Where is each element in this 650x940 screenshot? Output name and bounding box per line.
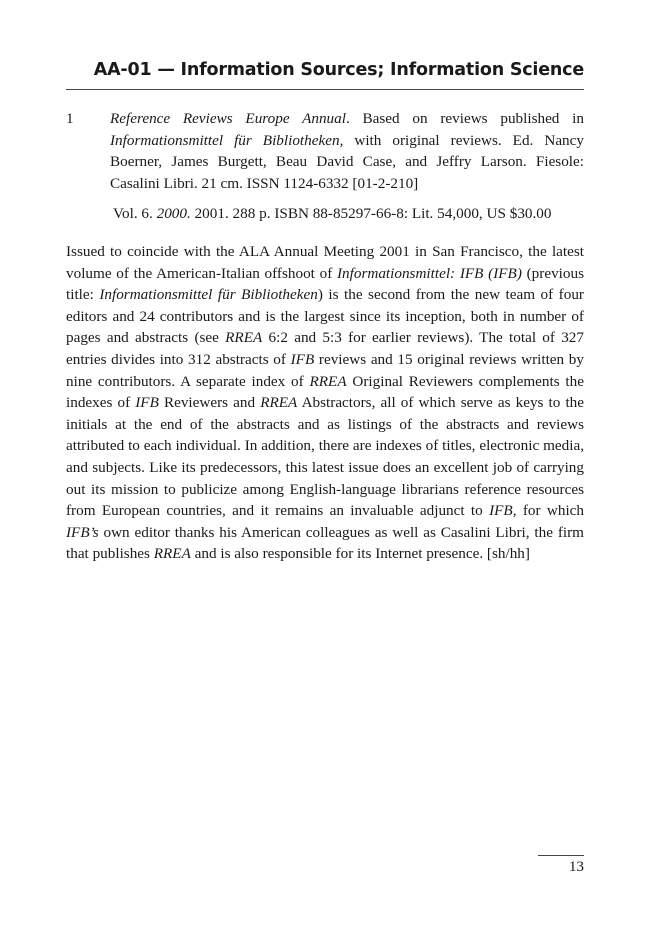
review-italic: IFB — [135, 394, 159, 412]
review-italic: RREA — [260, 394, 298, 412]
review-italic: IFB — [489, 502, 513, 520]
review-text: own editor thanks his American colleagues as well as Casalini Libri, the firm that publishes — [66, 523, 584, 563]
review-text: Original Reviewers complements the indexes of — [66, 372, 584, 412]
review-text: and is also responsible for its Internet presence. [sh/hh] — [190, 545, 530, 563]
page-number: 13 — [568, 858, 584, 875]
review-italic: RREA — [153, 545, 191, 563]
review-text: Issued to coincide with the ALA Annual Meeting 2001 in San Francisco, the latest volume of the American-Italian offshoot of — [66, 243, 584, 282]
review-italic: IFB — [290, 350, 315, 368]
review-italic: RREA — [309, 372, 347, 390]
entry-source-title: Informationsmittel für Bibliotheken — [110, 131, 340, 149]
volume-line — [113, 203, 593, 225]
volume-details: 2001. 288 p. ISBN 88-85297-66-8: Lit. 54,000, US $30.00 — [190, 205, 552, 222]
review-italic: Informationsmittel für Bibliotheken — [99, 286, 318, 304]
footer-rule — [538, 855, 584, 856]
review-text: 6:2 and 5:3 for earlier reviews). The total of 327 entries divides into 312 abstracts of — [66, 329, 584, 368]
entry-number: 1 — [66, 110, 74, 127]
entry-rest: , with original reviews. Ed. Nancy Boerner, James Burgett, Beau David Case, and Jeffry Larson. Fiesole: Casalini Libri. 21 cm. ISSN 1124-6332 [01-2-210] — [110, 131, 584, 192]
review-text: Reviewers and — [158, 394, 261, 412]
review-italic: Informationsmittel: IFB (IFB) — [336, 264, 522, 282]
review-text: ) is the second from the new team of four editors and 24 contributors and is the largest since its inception, both in number of pages and abstracts (see — [66, 286, 584, 347]
entry-citation — [110, 108, 584, 194]
review-text: reviews and 15 original reviews written by nine contributors. A separate index of — [66, 350, 584, 390]
volume-year: 2000. — [156, 205, 191, 222]
bibliographic-entry — [66, 108, 584, 194]
review-text: (previous title: — [66, 264, 584, 304]
review-text: Abstractors, all of which serve as keys to the initials at the end of the abstracts and as listings of the abstracts and reviews attributed to each individual. In addition, there are indexes of titles, electronic media, and subjects. Like its predecessors, this latest issue does an excellent job of carrying out its mission to publicize among English-language librarians reference resources from European countries, and it remains an invaluable adjunct to — [66, 394, 585, 520]
review-paragraph — [66, 241, 584, 565]
review-italic: RREA — [225, 329, 263, 347]
review-italic: IFB’s — [66, 523, 99, 541]
header-rule — [66, 89, 584, 90]
running-header: AA-01 — Information Sources; Information Science — [93, 60, 584, 80]
entry-after-title: . Based on reviews published in — [345, 110, 584, 127]
volume-label: Vol. 6. — [113, 205, 157, 222]
entry-title: Reference Reviews Europe Annual — [110, 110, 346, 127]
review-text: , for which — [512, 502, 584, 520]
